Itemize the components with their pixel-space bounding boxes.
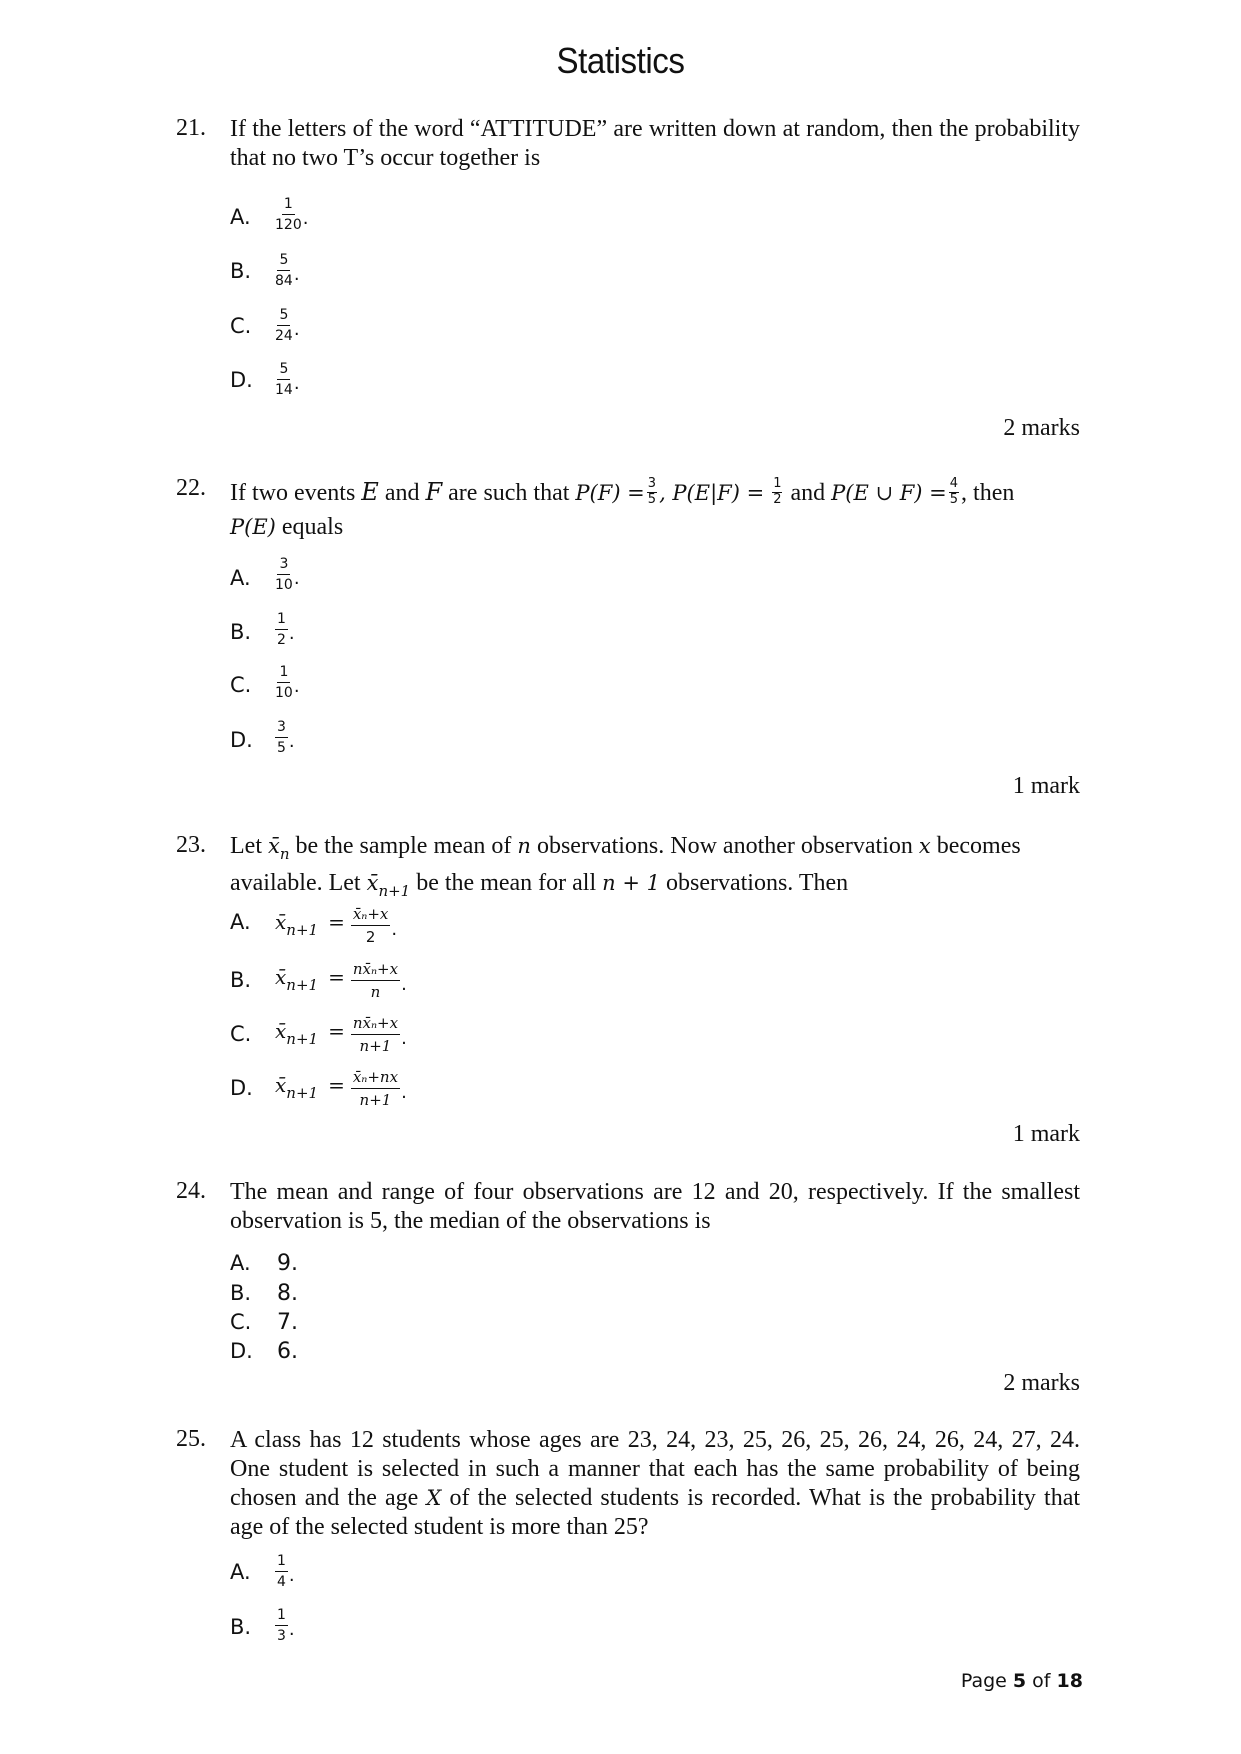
option-letter: B. (230, 1615, 252, 1639)
option-letter: D. (230, 728, 253, 752)
option-value: $\frac{5}{84}$ . (275, 252, 300, 289)
option-letter: B. (230, 259, 252, 283)
option-letter: A. (230, 205, 251, 229)
question-text: A class has 12 students whose ages are 23, 24, 23, 25, 26, 25, 26, 24, 26, 24, 27, 24. One student is selected in such a manner that each has the same probability of being chosen and the age X of the selected students is recorded. What is the probability that age of the selected student is more than 25? (230, 1427, 1081, 1540)
page-footer: Page 5 of 18 (960, 1670, 1083, 1692)
option-letter: A. (230, 1560, 251, 1584)
option-letter: B. (230, 1281, 252, 1305)
marks-label: 1 mark (1012, 773, 1080, 799)
option-value: $\frac{1}{4}$ . (277, 1553, 295, 1590)
option-value: $\frac{3}{10}$ . (275, 556, 300, 593)
option-value: $\frac{5}{14}$ . (275, 361, 300, 398)
option-letter: A. (230, 910, 251, 934)
option-letter: A. (230, 1251, 251, 1275)
option-value: x̄n+1 = $\frac{\text{x̄ₙ+x}}{2}$ . (275, 905, 398, 946)
option-value: $\frac{1}{10}$ . (275, 664, 300, 701)
question-number: 25. (176, 1426, 206, 1452)
option-value: $\frac{1}{120}$ . (275, 196, 309, 233)
question-number: 21. (176, 115, 206, 141)
question-text: The mean and range of four observations are 12 and 20, respectively. If the smallest observation is 5, the median of the observations is (230, 1179, 1080, 1234)
option-letter: C. (230, 1310, 252, 1334)
option-letter: D. (230, 368, 253, 392)
option-value: 8. (277, 1281, 298, 1306)
option-value: 7. (277, 1310, 298, 1335)
marks-label: 2 marks (1003, 1370, 1080, 1396)
question-text: If the letters of the word “ATTITUDE” are written down at random, then the probability that no two T’s occur together is (230, 116, 1080, 171)
option-letter: C. (230, 314, 252, 338)
page-title: Statistics (556, 40, 685, 81)
option-letter: B. (230, 620, 252, 644)
option-letter: C. (230, 1022, 252, 1046)
option-value: 9. (277, 1251, 298, 1276)
option-value: $\frac{3}{5}$ . (277, 719, 295, 756)
option-letter: B. (230, 968, 252, 992)
option-value: x̄n+1 = $\frac{\text{nx̄ₙ+x}}{n+1}$ . (275, 1014, 407, 1055)
option-value: x̄n+1 = $\frac{\text{x̄ₙ+nx}}{n+1}$ . (275, 1068, 407, 1109)
question-text: If two events E and F are such that P(F) = $\frac{3}{5}$ , P(E|F) = $\frac{1}{2}$ and P(E ∪ F) = $\frac{4}{5}$ , then P(E) equals (230, 476, 1015, 540)
option-value: x̄n+1 = $\frac{\text{nx̄ₙ+x}}{n}$ . (275, 960, 407, 1001)
question-text: Let $x̄_n$ be the sample mean of n observations. Now another observation x becomes available. Let $x̄_{n+1}$ be the mean for all n + 1 observations. Then (230, 833, 1021, 900)
question-number: 23. (176, 832, 206, 858)
option-letter: D. (230, 1339, 253, 1363)
marks-label: 2 marks (1003, 415, 1080, 441)
option-value: $\frac{1}{2}$ . (277, 611, 295, 648)
question-number: 22. (176, 475, 206, 501)
option-letter: A. (230, 566, 251, 590)
option-value: 6. (277, 1339, 298, 1364)
option-value: $\frac{1}{3}$ . (277, 1607, 295, 1644)
option-value: $\frac{5}{24}$ . (275, 307, 300, 344)
question-number: 24. (176, 1178, 206, 1204)
marks-label: 1 mark (1012, 1121, 1080, 1147)
option-letter: D. (230, 1076, 253, 1100)
option-letter: C. (230, 673, 252, 697)
